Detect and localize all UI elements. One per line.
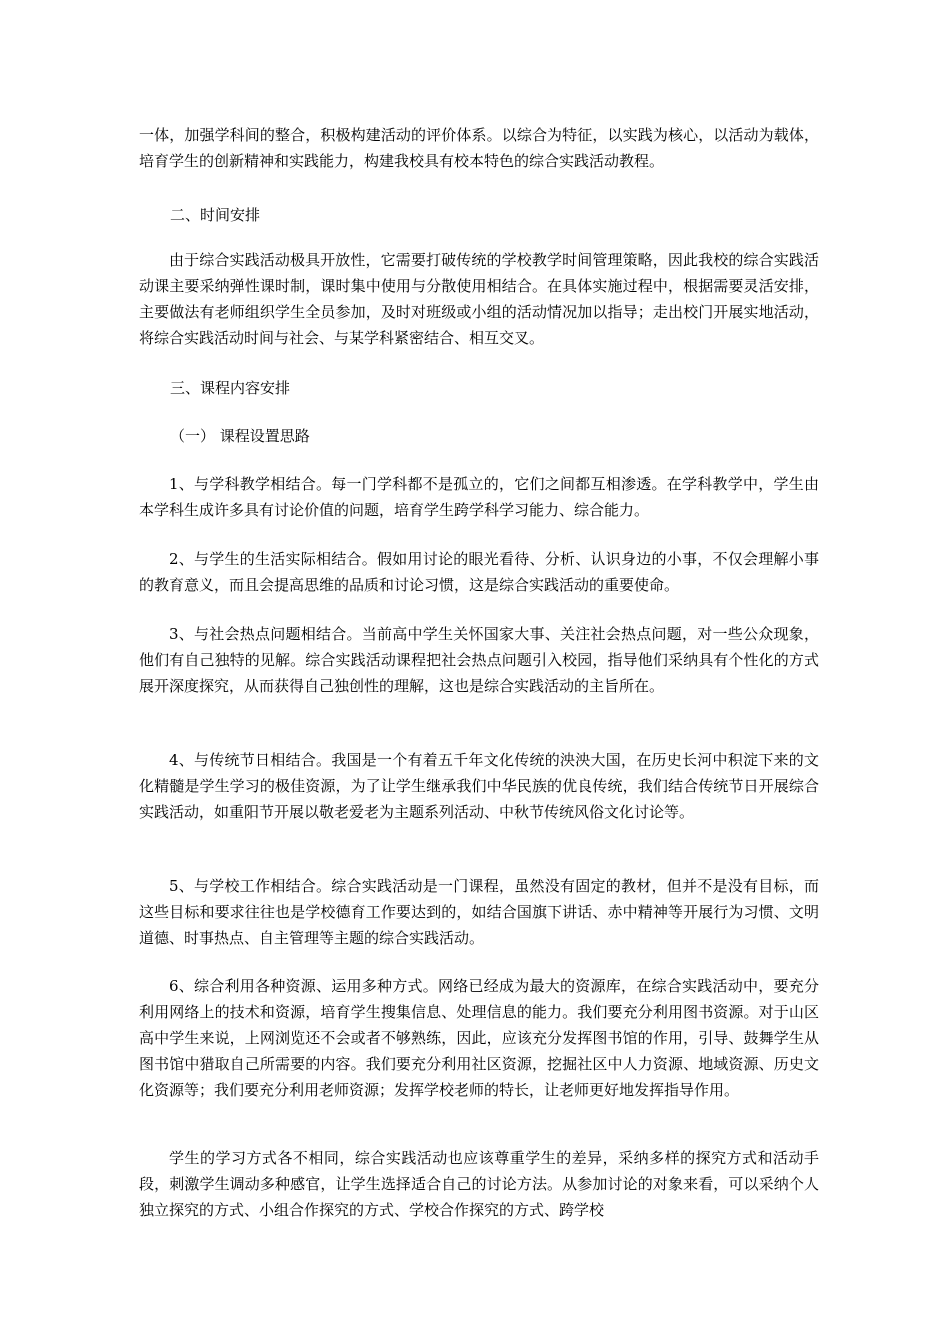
section-heading-course-content: 三、课程内容安排 [170, 379, 291, 397]
paragraph-learning-methods: 学生的学习方式各不相同，综合实践活动也应该尊重学生的差异，采纳多样的探究方式和活动手段，刺激学生调动多种感官，让学生选择适合自己的讨论方法。从参加讨论的对象来看，可以采纳个人独立探究的方式、小组合作探究的方式、学校合作探究的方式、跨学校 [139, 1149, 819, 1219]
paragraph-item-5: 5、与学校工作相结合。综合实践活动是一门课程，虽然没有固定的教材，但并不是没有目标，而这些目标和要求往往也是学校德育工作要达到的，如结合国旗下讲话、赤中精神等开展行为习惯、文明道德、时事热点、自主管理等主题的综合实践活动。 [139, 877, 819, 947]
paragraph-time-arrangement: 由于综合实践活动极具开放性，它需要打破传统的学校教学时间管理策略，因此我校的综合实践活动课主要采纳弹性课时制，课时集中使用与分散使用相结合。在具体实施过程中，根据需要灵活安排，主要做法有老师组织学生全员参加，及时对班级或小组的活动情况加以指导；走出校门开展实地活动，将综合实践活动时间与社会、与某学科紧密结合、相互交叉。 [139, 251, 819, 347]
subsection-heading-course-design: （一） 课程设置思路 [170, 427, 310, 445]
section-heading-time: 二、时间安排 [170, 206, 261, 224]
paragraph-item-6: 6、综合利用各种资源、运用多种方式。网络已经成为最大的资源库，在综合实践活动中，要充分利用网络上的技术和资源，培育学生搜集信息、处理信息的能力。我们要充分利用图书资源。对于山区高中学生来说，上网浏览还不会或者不够熟练，因此，应该充分发挥图书馆的作用，引导、鼓舞学生从图书馆中猎取自己所需要的内容。我们要充分利用社区资源，挖掘社区中人力资源、地域资源、历史文化资源等；我们要充分利用老师资源；发挥学校老师的特长，让老师更好地发挥指导作用。 [139, 977, 819, 1099]
paragraph-item-1: 1、与学科教学相结合。每一门学科都不是孤立的，它们之间都互相渗透。在学科教学中，学生由本学科生成许多具有讨论价值的问题，培育学生跨学科学习能力、综合能力。 [139, 475, 819, 519]
paragraph-item-4: 4、与传统节日相结合。我国是一个有着五千年文化传统的泱泱大国，在历史长河中积淀下来的文化精髓是学生学习的极佳资源，为了让学生继承我们中华民族的优良传统，我们结合传统节日开展综合实践活动，如重阳节开展以敬老爱老为主题系列活动、中秋节传统风俗文化讨论等。 [139, 751, 819, 821]
paragraph-intro-continued: 一体，加强学科间的整合，积极构建活动的评价体系。以综合为特征，以实践为核心，以活动为载体，培育学生的创新精神和实践能力，构建我校具有校本特色的综合实践活动教程。 [139, 126, 819, 170]
paragraph-item-3: 3、与社会热点问题相结合。当前高中学生关怀国家大事、关注社会热点问题，对一些公众现象，他们有自己独特的见解。综合实践活动课程把社会热点问题引入校园，指导他们采纳具有个性化的方式展开深度探究，从而获得自己独创性的理解，这也是综合实践活动的主旨所在。 [139, 625, 819, 695]
paragraph-item-2: 2、与学生的生活实际相结合。假如用讨论的眼光看待、分析、认识身边的小事，不仅会理解小事的教育意义，而且会提高思维的品质和讨论习惯，这是综合实践活动的重要使命。 [139, 550, 819, 594]
